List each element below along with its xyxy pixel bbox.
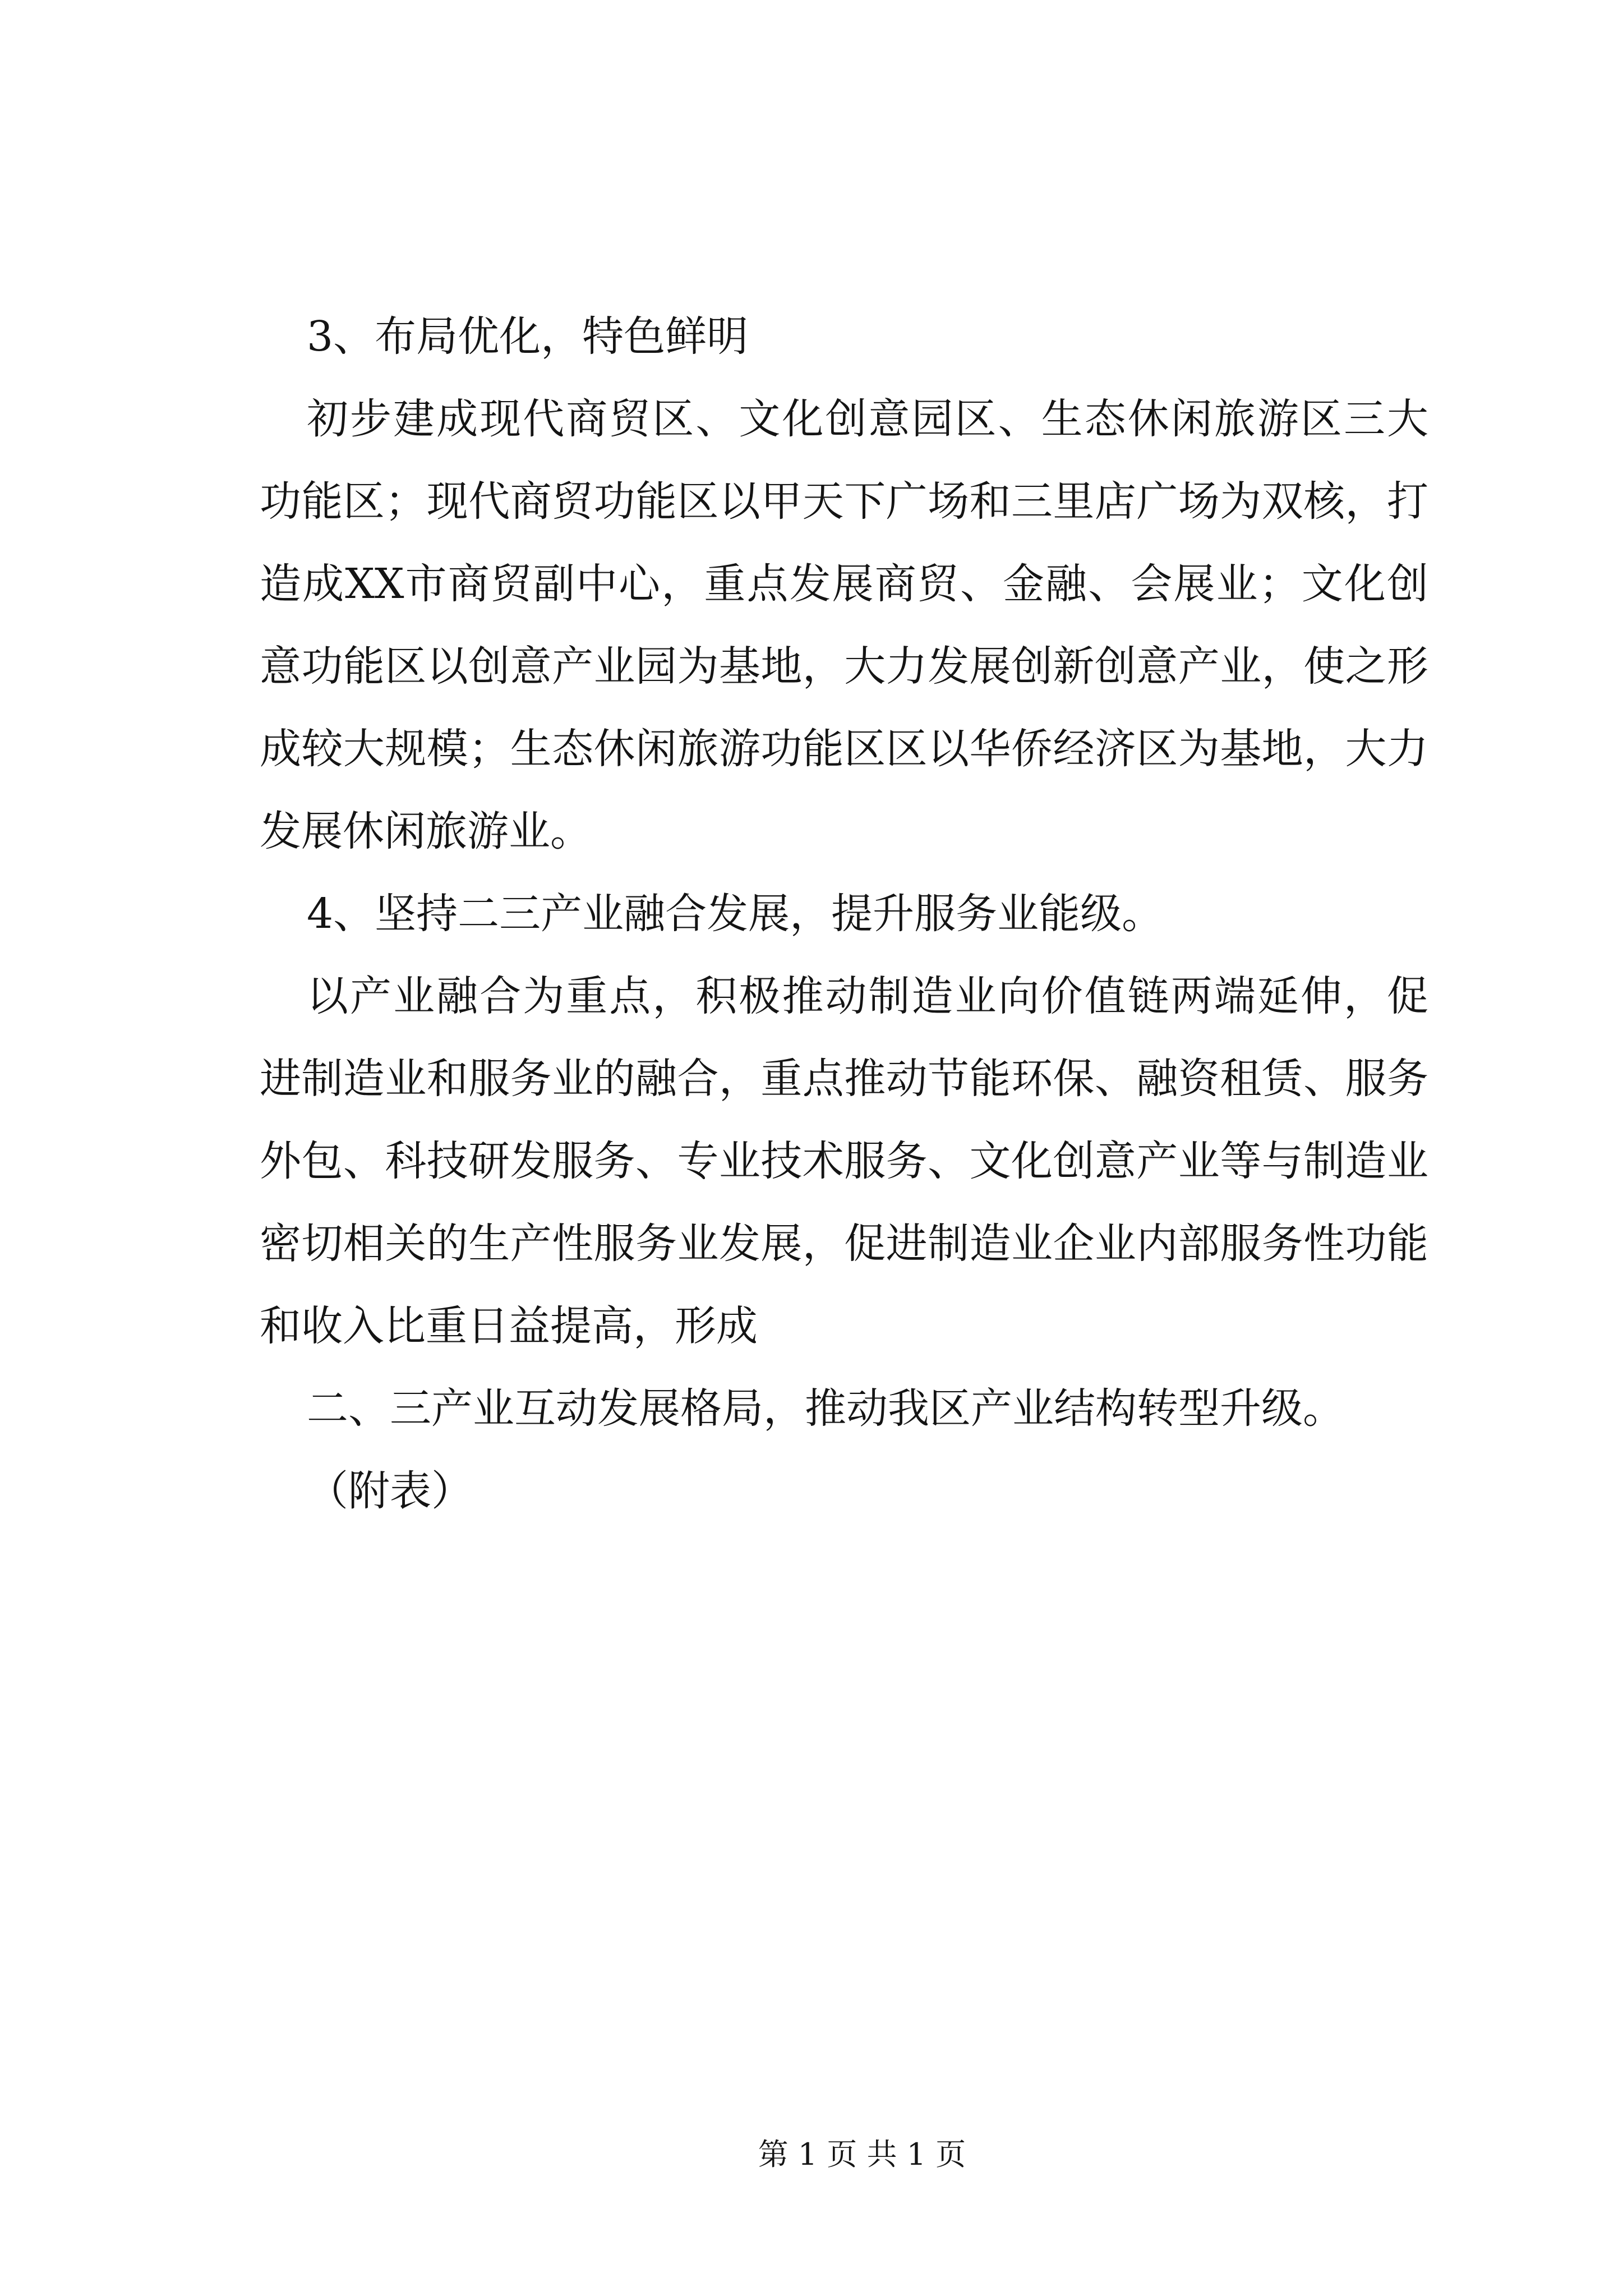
paragraph xyxy=(260,1368,1428,1450)
paragraph-line: 造成XX市商贸副中心，重点发展商贸、金融、会展业；文化创 xyxy=(260,560,1428,608)
section-heading: 4、坚持二三产业融合发展，提升服务业能级。 xyxy=(307,890,1164,938)
paragraph-line: 成较大规模；生态休闲旅游功能区区以华侨经济区为基地，大力 xyxy=(260,725,1428,773)
paragraph-line: 初步建成现代商贸区、文化创意园区、生态休闲旅游区三大 xyxy=(307,395,1428,443)
paragraph-line: 发展休闲旅游业。 xyxy=(260,807,592,855)
attachment-note: （附表） xyxy=(307,1467,473,1515)
paragraph xyxy=(260,955,1428,1368)
paragraph-line: 进制造业和服务业的融合，重点推动节能环保、融资租赁、服务 xyxy=(260,1055,1428,1103)
paragraph-line: 二、三产业互动发展格局，推动我区产业结构转型升级。 xyxy=(307,1384,1344,1433)
paragraph xyxy=(260,1450,1428,1533)
section-heading: 3、布局优化，特色鲜明 xyxy=(307,312,749,361)
paragraph-line: 意功能区以创意产业园为基地，大力发展创新创意产业，使之形 xyxy=(260,642,1428,691)
paragraph-line: 以产业融合为重点，积极推动制造业向价值链两端延伸，促 xyxy=(307,972,1428,1020)
page-footer: 第 1 页 共 1 页 xyxy=(758,2137,966,2172)
paragraph-line: 外包、科技研发服务、专业技术服务、文化创意产业等与制造业 xyxy=(260,1137,1428,1185)
paragraph-line: 功能区；现代商贸功能区以甲天下广场和三里店广场为双核，打 xyxy=(260,477,1428,526)
paragraph-line: 和收入比重日益提高，形成 xyxy=(260,1302,758,1350)
paragraph-line: 密切相关的生产性服务业发展，促进制造业企业内部服务性功能 xyxy=(260,1220,1428,1268)
document-body xyxy=(260,296,1428,1533)
paragraph xyxy=(260,378,1428,873)
